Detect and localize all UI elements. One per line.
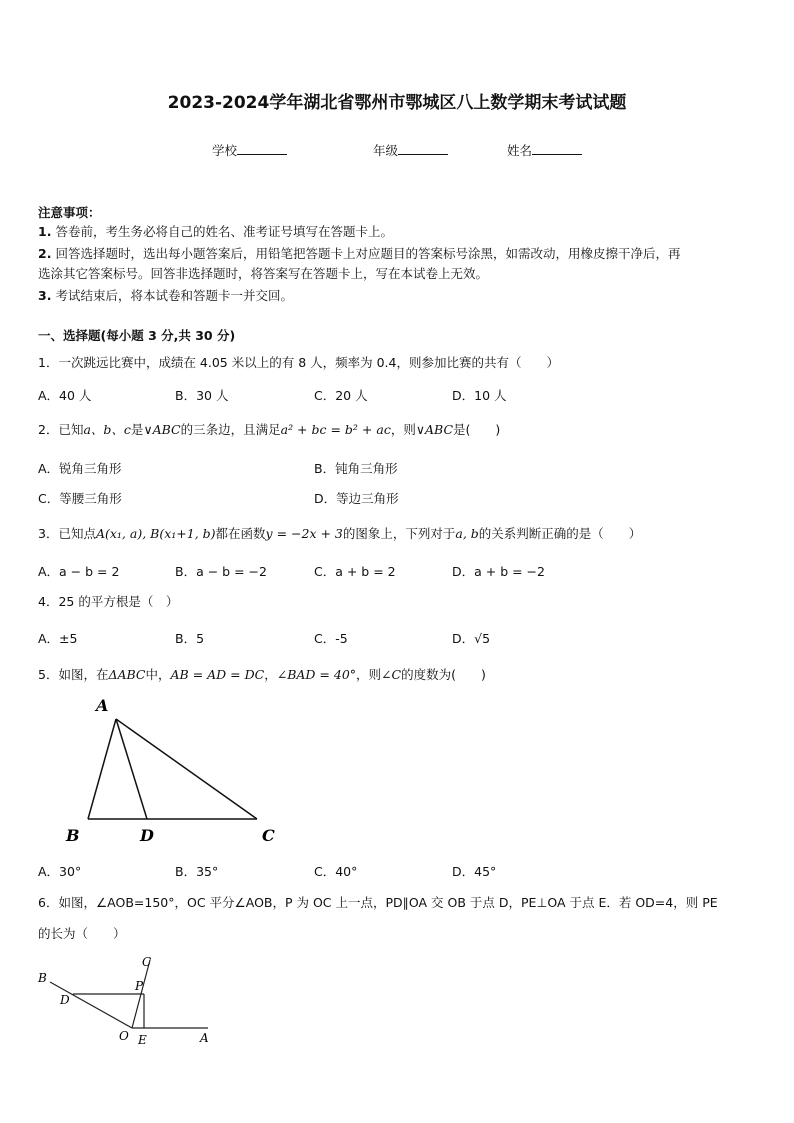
q1-option-c: C．20 人 xyxy=(314,388,368,403)
question-3-stem: 3．已知点A(x₁, a), B(x₁+1, b)都在函数y = −2x + 3的图象上，下列对于a, b的关系判断正确的是（ ） xyxy=(38,526,642,541)
name-field xyxy=(507,141,582,159)
label-a: A xyxy=(96,696,109,715)
question-4-stem: 4．25 的平方根是（ ） xyxy=(38,594,179,609)
segment-ac xyxy=(116,719,257,819)
q4-option-d: D．√5 xyxy=(452,631,491,646)
q5-option-a: A．30° xyxy=(38,864,82,879)
q1-option-d: D．10 人 xyxy=(452,388,507,403)
label-b: B xyxy=(66,826,80,845)
q3-option-d: D．a + b = −2 xyxy=(452,564,545,579)
q5-option-c: C．40° xyxy=(314,864,358,879)
q4-option-b: B．5 xyxy=(175,631,205,646)
section-heading: 一、选择题(每小题 3 分,共 30 分) xyxy=(38,328,236,343)
q1-option-b: B．30 人 xyxy=(175,388,229,403)
grade-label: 年级 xyxy=(373,143,399,158)
q5-option-b: B．35° xyxy=(175,864,219,879)
name-label: 姓名 xyxy=(507,143,533,158)
question-5-stem: 5．如图，在ΔABC中，AB = AD = DC，∠BAD = 40°，则∠C的度数为( ) xyxy=(38,667,486,682)
label-o: O xyxy=(119,1029,129,1043)
question-1-stem: 1．一次跳远比赛中，成绩在 4.05 米以上的有 8 人，频率为 0.4，则参加比赛的共有（ ） xyxy=(38,355,559,370)
q2-option-b: B．钝角三角形 xyxy=(314,461,398,476)
question-6-stem-line2: 的长为（ ） xyxy=(38,926,126,941)
q2-option-a: A．锐角三角形 xyxy=(38,461,122,476)
exam-title: 2023-2024学年湖北省鄂州市鄂城区八上数学期末考试试题 xyxy=(167,93,627,113)
q3-option-a: A．a − b = 2 xyxy=(38,564,120,579)
label-c: C xyxy=(142,955,152,969)
q4-option-c: C．-5 xyxy=(314,631,348,646)
q4-option-a: A．±5 xyxy=(38,631,78,646)
name-blank xyxy=(532,142,582,155)
notice-item-2: 2. 回答选择题时，选出每小题答案后，用铅笔把答题卡上对应题目的答案标号涂黑，如需改动，用橡皮擦干净后，再 xyxy=(38,246,681,261)
q5-option-d: D．45° xyxy=(452,864,497,879)
label-a: A xyxy=(200,1031,209,1045)
q5-triangle-figure xyxy=(60,695,300,855)
notice-heading: 注意事项： xyxy=(38,205,101,220)
q1-option-a: A．40 人 xyxy=(38,388,92,403)
question-6-stem-line1: 6．如图，∠AOB=150°，OC 平分∠AOB，P 为 OC 上一点，PD∥OA 交 OB 于点 D，PE⊥OA 于点 E．若 OD=4，则 PE xyxy=(38,895,718,910)
q3-option-b: B．a − b = −2 xyxy=(175,564,267,579)
notice-item-3: 3. 考试结束后，将本试卷和答题卡一并交回。 xyxy=(38,288,293,303)
grade-blank xyxy=(398,142,448,155)
label-b: B xyxy=(38,971,47,985)
label-d: D xyxy=(140,826,154,845)
school-label: 学校 xyxy=(212,143,238,158)
segment-ab xyxy=(88,719,116,819)
notice-item-2-cont: 选涂其它答案标号。回答非选择题时，将答案写在答题卡上，写在本试卷上无效。 xyxy=(38,266,489,281)
q2-option-c: C．等腰三角形 xyxy=(38,491,122,506)
q6-angle-figure xyxy=(30,950,220,1050)
label-c: C xyxy=(262,826,275,845)
label-e: E xyxy=(138,1033,147,1047)
notice-item-1: 1. 答卷前，考生务必将自己的姓名、准考证号填写在答题卡上。 xyxy=(38,224,393,239)
label-d: D xyxy=(60,993,70,1007)
segment-ad xyxy=(116,719,147,819)
q2-option-d: D．等边三角形 xyxy=(314,491,399,506)
question-2-stem: 2．已知a、b、c是∨ABC的三条边，且满足a² + bc = b² + ac，则∨ABC是( ) xyxy=(38,422,501,437)
label-p: P xyxy=(135,979,144,993)
school-blank xyxy=(237,142,287,155)
school-field xyxy=(212,141,287,159)
q3-option-c: C．a + b = 2 xyxy=(314,564,396,579)
grade-field xyxy=(373,141,448,159)
